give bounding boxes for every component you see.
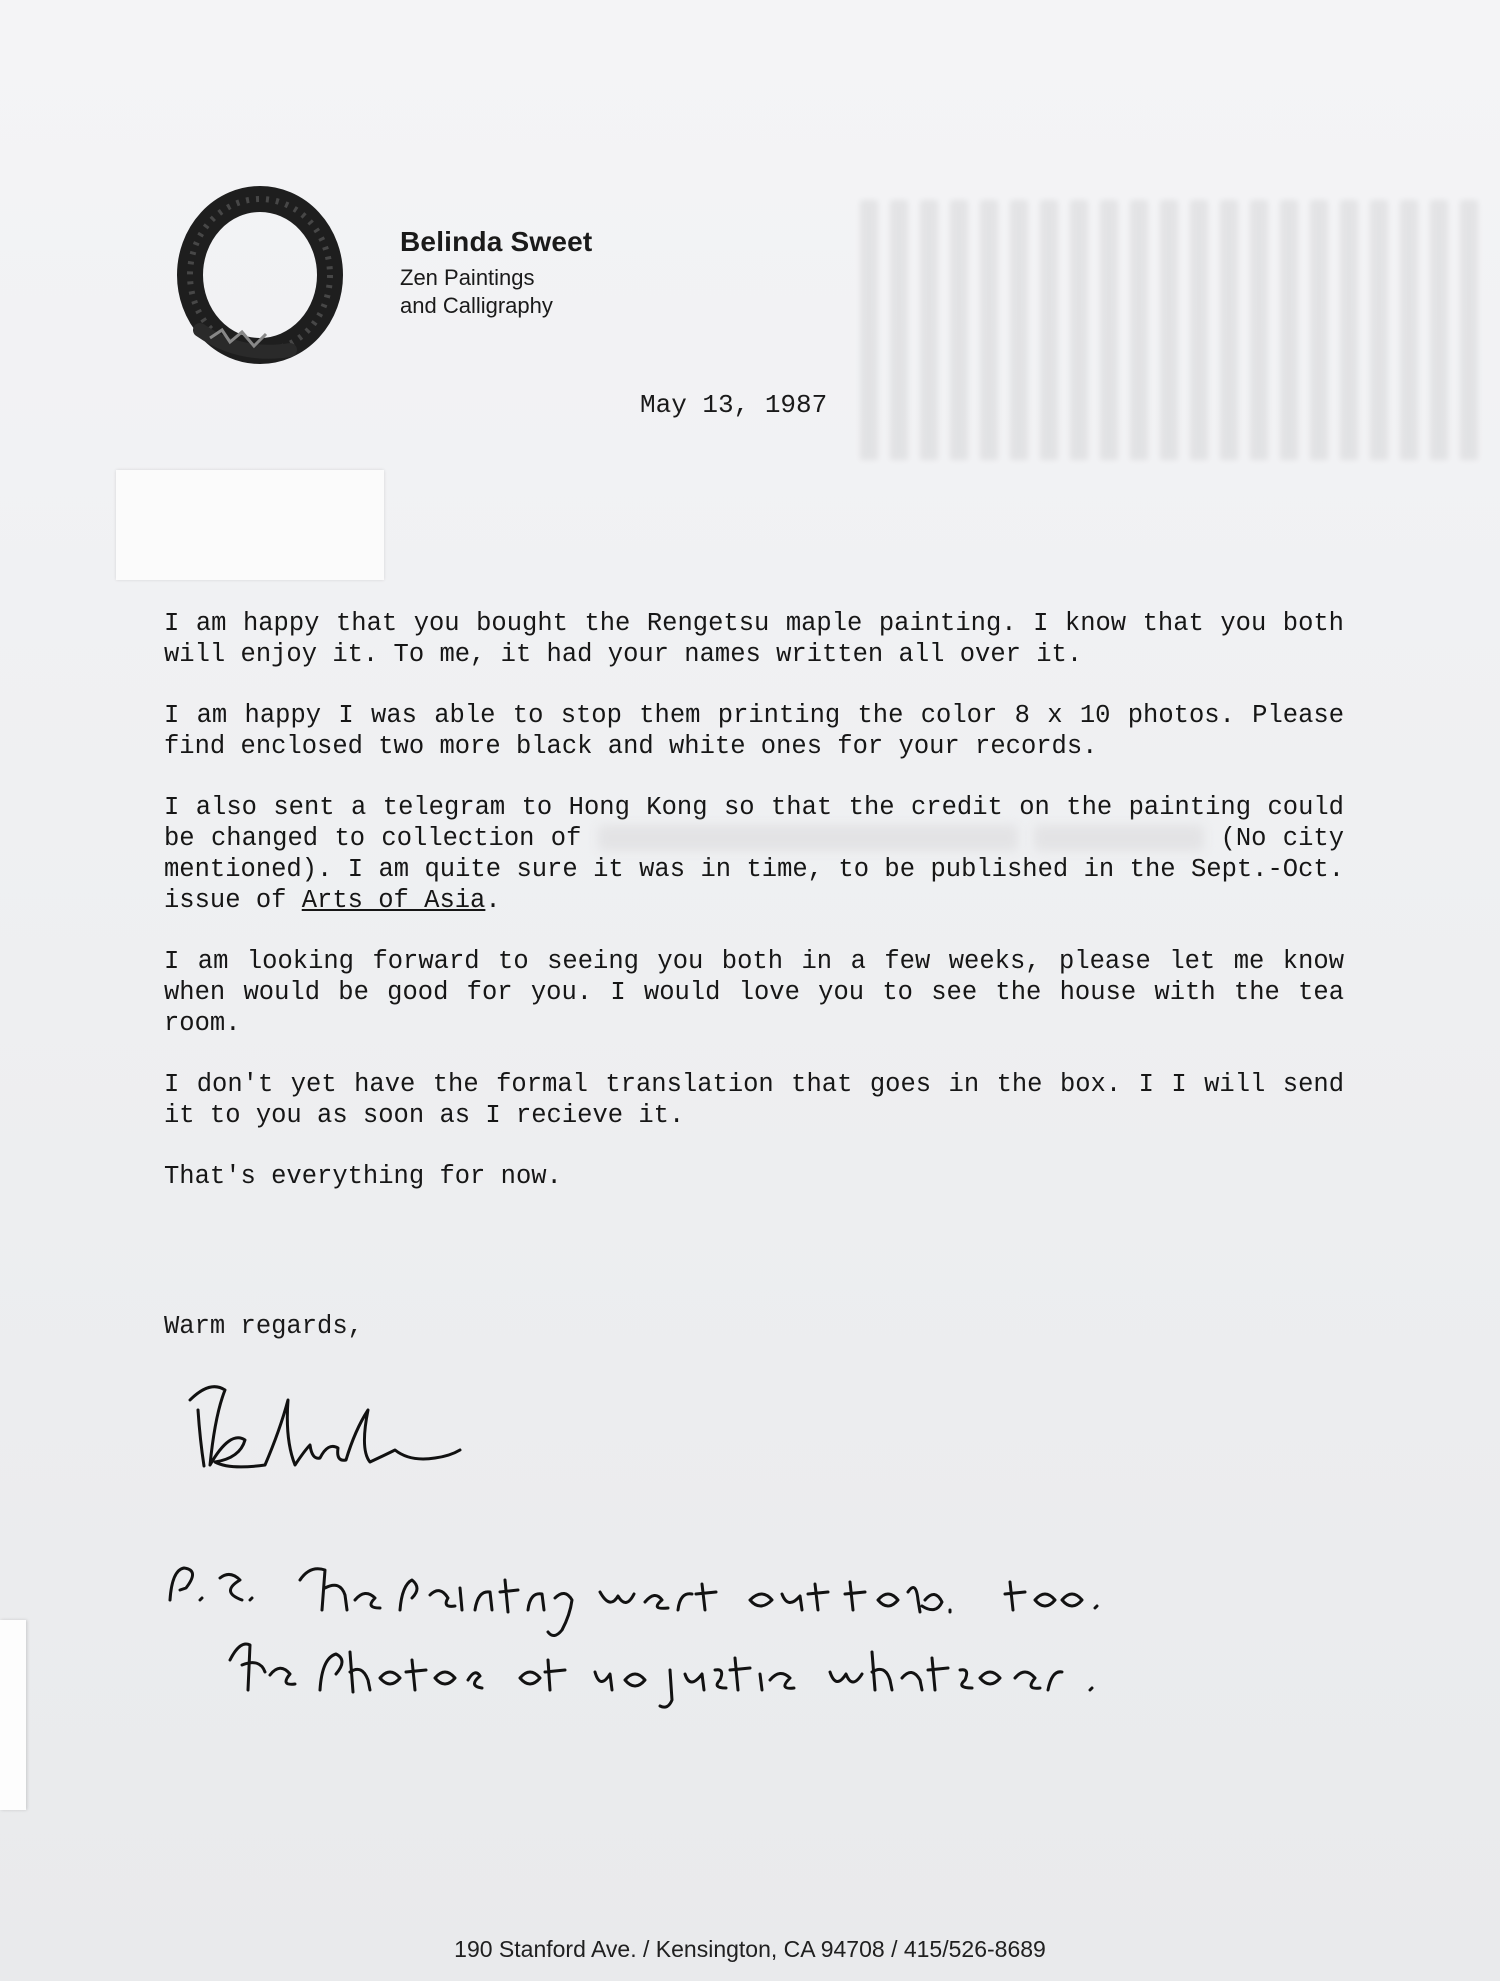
- redacted-address-label: [116, 470, 384, 580]
- letterhead-footer-address: 190 Stanford Ave. / Kensington, CA 94708 / 415/526-8689: [454, 1936, 1046, 1962]
- redacted-name: [598, 825, 1018, 851]
- paragraph-1: I am happy that you bought the Rengetsu maple painting. I know that you both will enjoy it. To me, it had your names written all over it.: [164, 609, 1344, 669]
- paragraph-3-part-a: I also sent a telegram to Hong Kong so that the credit on the painting could be changed to collection of: [164, 793, 1344, 853]
- paragraph-3-end: .: [485, 886, 501, 915]
- enso-icon: [170, 180, 350, 370]
- letter-date: May 13, 1987: [640, 390, 828, 420]
- letterhead: [400, 226, 592, 320]
- letter-body: [164, 608, 1344, 1222]
- letterhead-subtitle-1: Zen Paintings: [400, 265, 535, 290]
- letterhead-name: Belinda Sweet: [400, 226, 593, 257]
- redacted-name-continued: [1034, 825, 1204, 851]
- handwritten-signature: [170, 1370, 470, 1490]
- closing: Warm regards,: [164, 1312, 363, 1341]
- bleed-through-text: [860, 200, 1480, 460]
- paragraph-6: That's everything for now.: [164, 1162, 562, 1191]
- paragraph-3-part-b: (No city mentioned). I am quite sure it was in time, to be published in the Sept.-Oct. issue of: [164, 824, 1345, 915]
- letterhead-subtitle-2: and Calligraphy: [400, 293, 553, 318]
- paragraph-2: I am happy I was able to stop them printing the color 8 x 10 photos. Please find enclosed two more black and white ones for your records.: [164, 701, 1344, 761]
- paragraph-3: [164, 792, 1344, 916]
- paragraph-4: I am looking forward to seeing you both in a few weeks, please let me know when would be good for you. I would love you to see the house with the tea room.: [164, 947, 1344, 1038]
- handwritten-postscript: [150, 1540, 1110, 1720]
- publication-title: Arts of Asia: [301, 886, 486, 915]
- paper-edge-strip: [0, 1620, 26, 1810]
- paragraph-5: I don't yet have the formal translation that goes in the box. I I will send it to you as soon as I recieve it.: [164, 1070, 1344, 1130]
